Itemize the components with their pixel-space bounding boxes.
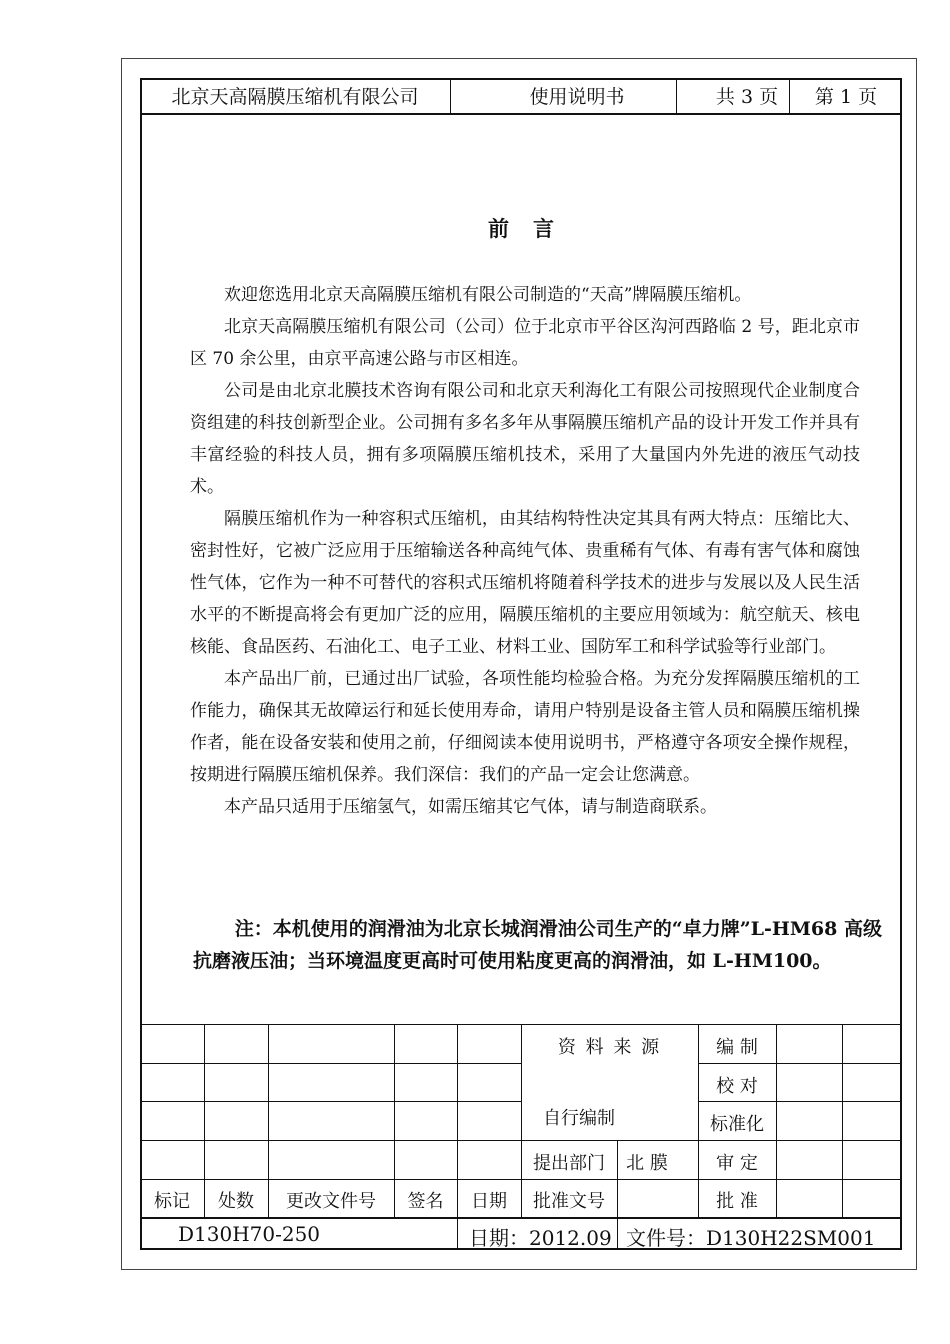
role-standardized: 标准化: [710, 1114, 764, 1135]
table-col-line: [842, 1024, 843, 1217]
dept-value: 北 膜: [626, 1153, 668, 1174]
page-header: [140, 78, 902, 114]
role-prepared: 编 制: [716, 1037, 758, 1058]
header-rule: [140, 113, 902, 115]
table-rule: [698, 1063, 902, 1064]
company-name: 北京天高隔膜压缩机有限公司: [171, 86, 419, 108]
header-divider: [450, 78, 451, 114]
table-col-line: [776, 1024, 777, 1217]
col-date: 日期: [471, 1191, 507, 1212]
document-type: 使用说明书: [529, 86, 625, 108]
note-text: 注：本机使用的润滑油为北京长城润滑油公司生产的“卓力牌”L-HM68 高级抗磨液压油；当环境温度更高时可使用粘度更高的润滑油，如 L-HM100。: [193, 918, 882, 972]
paragraph: 公司是由北京北膜技术咨询有限公司和北京天利海化工有限公司按照现代企业制度合资组建的科技创新型企业。公司拥有多名多年从事隔膜压缩机产品的设计开发工作并具有丰富经验的科技人员，拥有多项隔膜压缩机技术，采用了大量国内外先进的液压气动技术。: [190, 381, 860, 497]
col-signature: 签名: [407, 1191, 444, 1212]
dept-label: 提出部门: [533, 1153, 605, 1174]
page-title: 前言: [488, 216, 578, 241]
table-rule: [140, 1217, 902, 1219]
paragraph: 隔膜压缩机作为一种容积式压缩机，由其结构特性决定其具有两大特点：压缩比大、密封性好，它被广泛应用于压缩输送各种高纯气体、贵重稀有气体、有毒有害气体和腐蚀性气体，它作为一种不可替代的容积式压缩机将随着科学技术的进步与发展以及人民生活水平的不断提高将会有更加广泛的应用，隔膜压缩机的主要应用领域为：航空航天、核电核能、食品医药、石油化工、电子工业、材料工业、国防军工和科学试验等行业部门。: [190, 509, 860, 657]
header-divider: [676, 78, 677, 114]
page-number: 第 1 页: [814, 86, 878, 108]
role-reviewed: 审 定: [716, 1153, 758, 1174]
issue-date: 日期：2012.09: [469, 1226, 612, 1250]
table-rule: [140, 1101, 521, 1102]
col-mark: 标记: [154, 1191, 190, 1212]
table-rule: [140, 1063, 521, 1064]
preface-body: [190, 279, 860, 823]
model-number: D130H70-250: [178, 1222, 321, 1246]
header-divider: [789, 78, 790, 114]
paragraph: 北京天高隔膜压缩机有限公司（公司）位于北京市平谷区沟河西路临 2 号，距北京市区 70 余公里，由京平高速公路与市区相连。: [190, 317, 860, 369]
paragraph: 欢迎您选用北京天高隔膜压缩机有限公司制造的“天高”牌隔膜压缩机。: [224, 285, 752, 305]
col-count: 处数: [218, 1191, 254, 1212]
role-checked: 校 对: [716, 1076, 758, 1097]
paragraph: 本产品只适用于压缩氢气，如需压缩其它气体，请与制造商联系。: [224, 797, 717, 817]
source-label: 资 料 来 源: [557, 1037, 662, 1058]
col-approval-no: 批准文号: [533, 1191, 605, 1212]
role-approved: 批 准: [716, 1191, 758, 1212]
table-col-line: [457, 1024, 458, 1250]
paragraph: 本产品出厂前，已通过出厂试验，各项性能均检验合格。为充分发挥隔膜压缩机的工作能力，确保其无故障运行和延长使用寿命，请用户特别是设备主管人员和隔膜压缩机操作者，能在设备安装和使用之前，仔细阅读本使用说明书，严格遵守各项安全操作规程，按期进行隔膜压缩机保养。我们深信：我们的产品一定会让您满意。: [190, 669, 860, 785]
source-value: 自行编制: [543, 1108, 615, 1129]
table-rule: [698, 1101, 902, 1102]
total-pages: 共 3 页: [715, 86, 779, 108]
col-change-doc: 更改文件号: [286, 1191, 376, 1212]
lubricant-note: [193, 913, 893, 977]
file-number: 文件号：D130H22SM001: [626, 1226, 876, 1250]
